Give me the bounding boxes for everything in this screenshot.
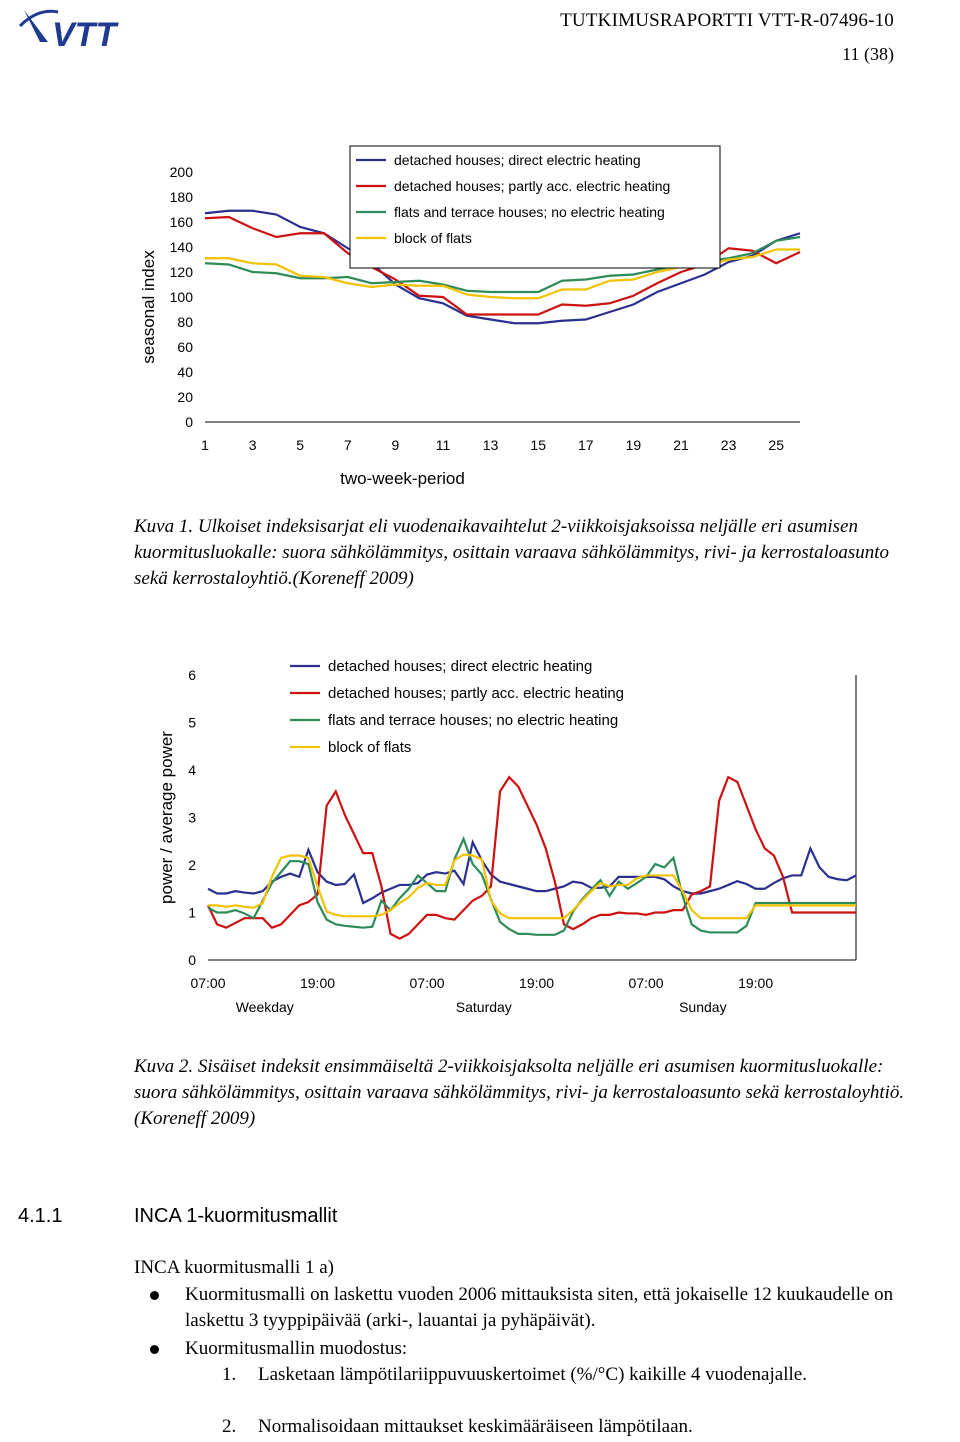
x-tick-label: 23 bbox=[720, 437, 737, 453]
x-tick-label: 25 bbox=[768, 437, 784, 453]
y-tick-label: 5 bbox=[188, 714, 196, 731]
numbered-item: 1. Lasketaan lämpötilariippuvuuskertoimet (%/°C) kaikille 4 vuodenajalle. bbox=[222, 1364, 807, 1385]
y-tick-label: 6 bbox=[188, 667, 196, 683]
logo-text: VTT bbox=[52, 16, 117, 52]
y-axis-title: seasonal index bbox=[139, 250, 158, 364]
bullet-icon bbox=[150, 1291, 159, 1300]
report-id: TUTKIMUSRAPORTTI VTT-R-07496-10 bbox=[560, 10, 894, 31]
figure1-caption: Kuva 1. Ulkoiset indeksisarjat eli vuodenaikavaihtelut 2-viikkoisjaksoissa neljälle eri asumisen kuormitusluokalle: suora sähkölämmitys, osittain varaava sähkölämmitys, rivi- ja kerrostaloasunto sekä kerrostaloyhtiö.(Koreneff 2009) bbox=[134, 516, 890, 589]
section-title: INCA 1-kuormitusmallit bbox=[134, 1205, 338, 1227]
series-line bbox=[208, 842, 856, 903]
x-tick-label: 19:00 bbox=[738, 975, 774, 991]
legend bbox=[350, 146, 720, 268]
x-tick-label: 21 bbox=[673, 437, 689, 453]
y-tick-label: 200 bbox=[169, 164, 193, 180]
x-tick-label: 3 bbox=[248, 437, 257, 453]
y-tick-label: 4 bbox=[188, 762, 196, 778]
y-tick-label: 3 bbox=[188, 809, 196, 826]
figure2-caption: Kuva 2. Sisäiset indeksit ensimmäiseltä 2-viikkoisjaksolta neljälle eri asumisen kuormitusluokalle: suora sähkölämmitys, osittain varaava sähkölämmitys, rivi- ja kerrostaloasunto sekä kerrostaloyhtiö.(Koreneff 2009) bbox=[134, 1056, 905, 1129]
y-tick-label: 0 bbox=[188, 952, 196, 968]
day-label: Sunday bbox=[679, 999, 727, 1015]
y-tick-label: 40 bbox=[177, 364, 193, 380]
x-axis-title: two-week-period bbox=[340, 469, 465, 488]
seasonal-index-chart bbox=[0, 130, 960, 500]
y-tick-label: 2 bbox=[188, 857, 196, 873]
legend-label: flats and terrace houses; no electric heating bbox=[394, 204, 665, 220]
x-tick-label: 7 bbox=[343, 437, 352, 453]
section-number: 4.1.1 bbox=[18, 1205, 63, 1227]
page-number: 11 (38) bbox=[842, 44, 894, 64]
legend-label: detached houses; direct electric heating bbox=[394, 152, 641, 168]
y-tick-label: 0 bbox=[185, 414, 193, 430]
y-axis-title: power / average power bbox=[157, 731, 176, 904]
y-tick-label: 60 bbox=[177, 339, 193, 355]
legend-label: block of flats bbox=[328, 739, 412, 756]
legend-label: detached houses; partly acc. electric heating bbox=[328, 685, 625, 702]
x-tick-label: 5 bbox=[296, 437, 305, 453]
day-label: Saturday bbox=[455, 999, 512, 1015]
x-tick-label: 9 bbox=[391, 437, 400, 453]
y-tick-label: 140 bbox=[169, 239, 193, 255]
x-tick-label: 1 bbox=[201, 437, 209, 453]
x-tick-label: 15 bbox=[530, 437, 546, 453]
legend-label: flats and terrace houses; no electric heating bbox=[328, 712, 619, 729]
x-tick-label: 19:00 bbox=[299, 975, 336, 991]
section-intro: INCA kuormitusmalli 1 a) bbox=[134, 1257, 335, 1278]
numbered-item: 2. Normalisoidaan mittaukset keskimääräiseen lämpötilaan. bbox=[222, 1416, 693, 1437]
day-label: Weekday bbox=[235, 999, 294, 1015]
y-tick-label: 100 bbox=[169, 289, 193, 305]
x-tick-label: 11 bbox=[435, 437, 451, 453]
x-tick-label: 19:00 bbox=[519, 975, 555, 991]
bullet-icon bbox=[150, 1345, 159, 1354]
y-tick-label: 1 bbox=[188, 904, 196, 921]
bullet-item: Kuormitusmallin muodostus: bbox=[150, 1336, 910, 1362]
y-tick-label: 180 bbox=[169, 189, 193, 205]
legend-label: detached houses; partly acc. electric heating bbox=[394, 178, 671, 194]
series-line bbox=[208, 839, 856, 935]
x-tick-label: 17 bbox=[578, 437, 594, 453]
x-tick-label: 19 bbox=[625, 437, 642, 453]
x-tick-label: 07:00 bbox=[628, 975, 664, 991]
legend-label: block of flats bbox=[394, 230, 472, 246]
x-tick-label: 13 bbox=[482, 437, 499, 453]
x-tick-label: 07:00 bbox=[409, 975, 445, 991]
vtt-logo bbox=[18, 6, 158, 52]
daily-profile-chart bbox=[0, 640, 960, 1030]
y-tick-label: 120 bbox=[169, 264, 193, 280]
legend-label: detached houses; direct electric heating bbox=[328, 658, 593, 675]
x-tick-label: 07:00 bbox=[190, 975, 226, 991]
y-tick-label: 20 bbox=[177, 389, 193, 405]
y-tick-label: 80 bbox=[177, 314, 193, 330]
y-tick-label: 160 bbox=[169, 214, 193, 230]
bullet-item: Kuormitusmalli on laskettu vuoden 2006 mittauksista siten, että jokaiselle 12 kuukaudelle on laskettu 3 tyyppipäivää (arki-, lauantai ja pyhäpäivät). bbox=[150, 1282, 910, 1334]
legend bbox=[290, 658, 624, 756]
